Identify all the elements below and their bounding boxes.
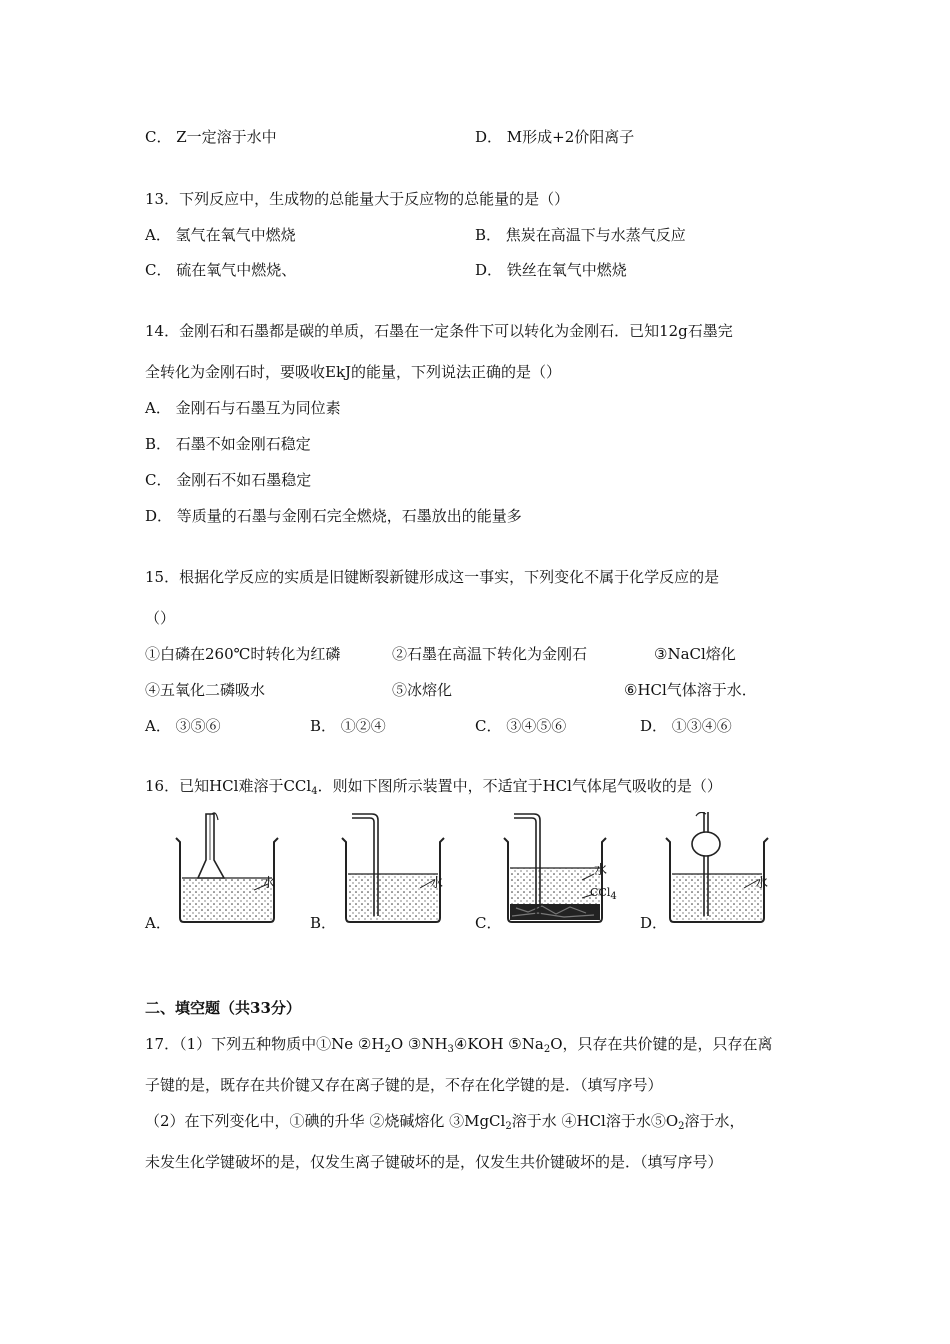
q13-option-c: C． 硫在氧气中燃烧、 xyxy=(145,261,297,279)
q15-stem-line1: 15．根据化学反应的实质是旧键断裂新键形成这一事实，下列变化不属于化学反应的是 xyxy=(145,568,720,586)
q16-option-a: A． xyxy=(145,914,171,932)
apparatus-a-funnel xyxy=(170,812,290,927)
q15-option-d: D． ①③④⑥ xyxy=(640,717,732,735)
apparatus-a-water-label: 水 xyxy=(262,876,276,891)
q15-option-c: C． ③④⑤⑥ xyxy=(475,717,567,735)
apparatus-b-water-label: 水 xyxy=(430,876,444,891)
q13-option-d: D． 铁丝在氧气中燃烧 xyxy=(475,261,627,279)
q13-option-b: B． 焦炭在高温下与水蒸气反应 xyxy=(475,226,686,244)
q16-option-b: B． xyxy=(310,914,337,932)
q14-option-b: B． 石墨不如金刚石稳定 xyxy=(145,435,311,453)
q12-option-d: D． M形成+2价阳离子 xyxy=(475,128,635,146)
section-2-title: 二、填空题（共33分） xyxy=(145,999,301,1017)
q14-option-d: D． 等质量的石墨与金刚石完全燃烧，石墨放出的能量多 xyxy=(145,507,522,525)
q15-option-b: B． ①②④ xyxy=(310,717,386,735)
q17-line1: 17．（1）下列五种物质中①Ne $②H_2O$ $③NH_3④KOH$ $⑤Na_2O$，只存在共价键的是，只存在离 xyxy=(145,1035,773,1055)
q15-item-1: ①白磷在260℃时转化为红磷 xyxy=(145,645,341,663)
q14-stem-line2: 全转化为金刚石时，要吸收EkJ的能量，下列说法正确的是（） xyxy=(145,363,562,381)
q12-option-c: C． Z一定溶于水中 xyxy=(145,128,277,146)
q15-item-2: ②石墨在高温下转化为金刚石 xyxy=(392,645,588,663)
apparatus-b-tube xyxy=(336,812,456,927)
q15-item-4: ④五氧化二磷吸水 xyxy=(145,681,266,699)
q14-option-a: A． 金刚石与石墨互为同位素 xyxy=(145,399,341,417)
q13-stem: 13．下列反应中，生成物的总能量大于反应物的总能量的是（） xyxy=(145,190,570,208)
q17-line2: 子键的是，既存在共价键又存在离子键的是，不存在化学键的是．（填写序号） xyxy=(145,1076,663,1094)
q17-line3: （2）在下列变化中，①碘的升华 ②烧碱熔化 ③MgCl$_2$溶于水 ④HCl溶于水$⑤O_2$溶于水， xyxy=(145,1112,745,1132)
apparatus-d-water-label: 水 xyxy=(755,876,769,891)
q16-option-c: C． xyxy=(475,914,502,932)
q15-item-5: ⑤冰熔化 xyxy=(392,681,453,699)
q15-stem-line2: （） xyxy=(145,609,176,627)
q16-option-d: D． xyxy=(640,914,668,932)
q14-stem-line1: 14．金刚石和石墨都是碳的单质，石墨在一定条件下可以转化为金刚石．已知12g石墨完 xyxy=(145,322,733,340)
q13-option-a: A． 氢气在氧气中燃烧 xyxy=(145,226,296,244)
q17-line4: 未发生化学键破坏的是，仅发生离子键破坏的是，仅发生共价键破坏的是．（填写序号） xyxy=(145,1153,723,1171)
q15-item-3: ③NaCl熔化 xyxy=(654,645,736,663)
q16-stem: 16．已知HCl难溶于CCl$_4$．则如下图所示装置中，不适宜于HCl气体尾气吸收的是（） xyxy=(145,777,722,797)
q15-item-6: ⑥HCl气体溶于水． xyxy=(624,681,757,699)
apparatus-d-bulb xyxy=(660,812,780,927)
apparatus-c-water-label: 水 xyxy=(594,863,608,878)
q14-option-c: C． 金刚石不如石墨稳定 xyxy=(145,471,312,489)
q15-option-a: A． ③⑤⑥ xyxy=(145,717,221,735)
apparatus-c-ccl4-label: CCl$_4$ xyxy=(590,886,617,902)
